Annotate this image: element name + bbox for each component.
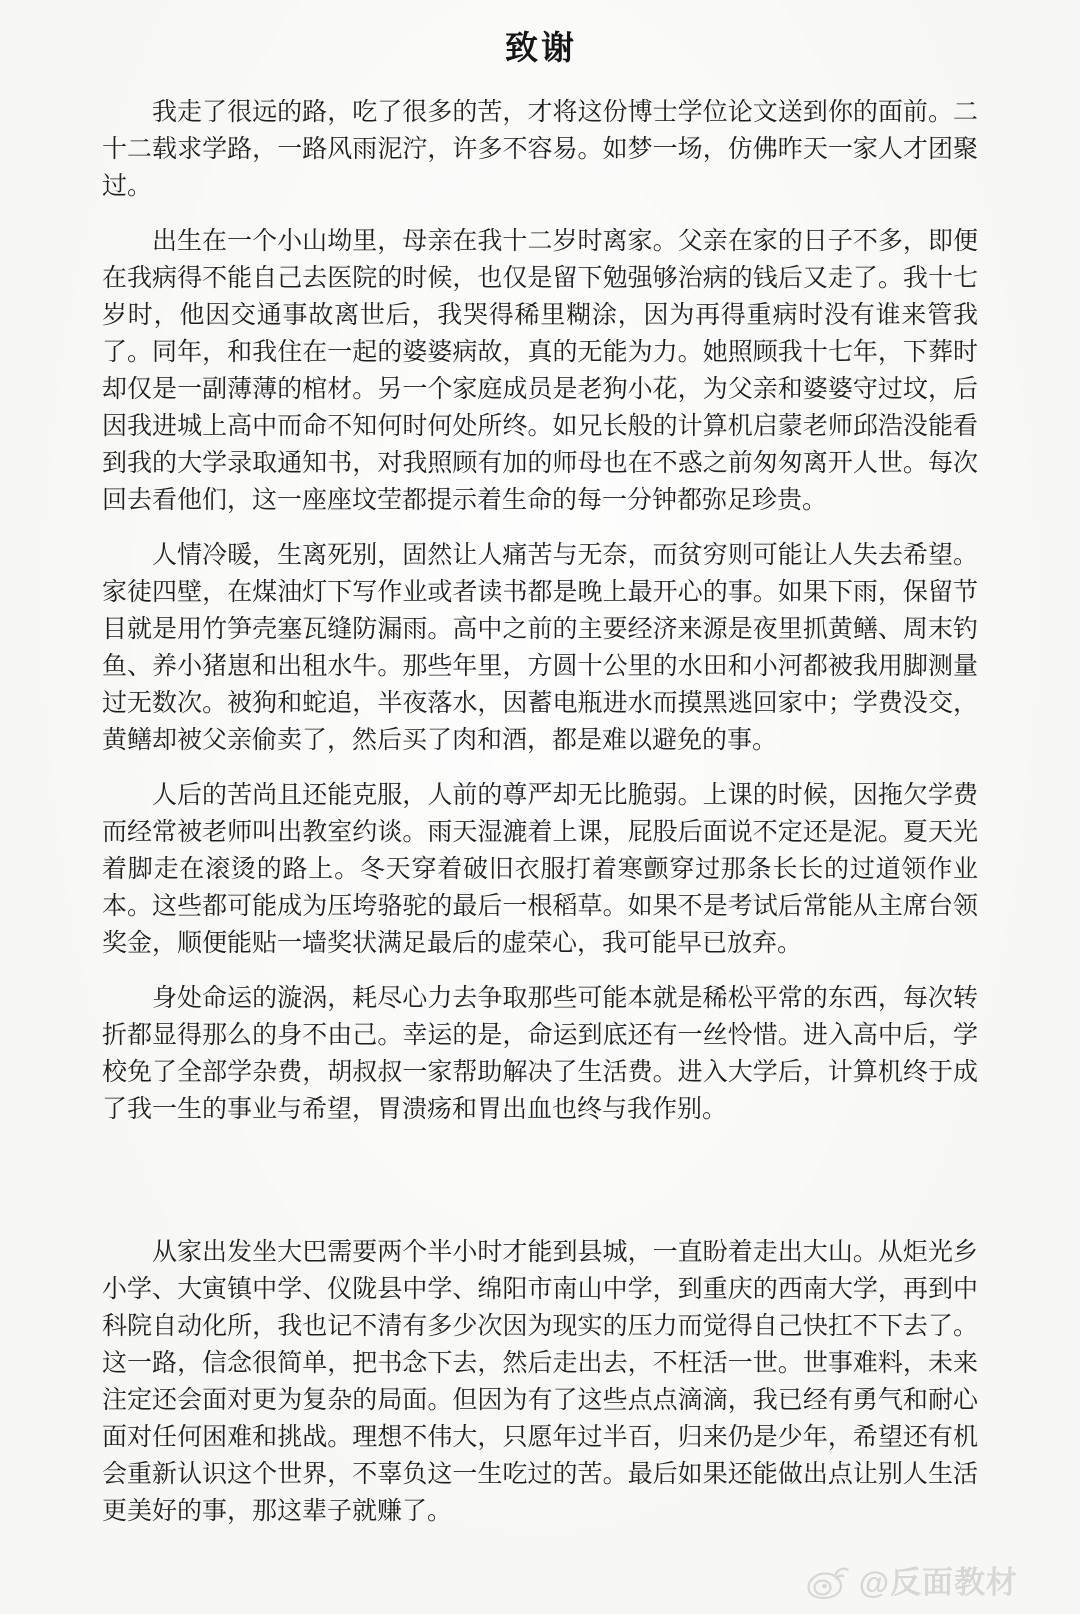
page-title: 致谢 — [505, 29, 577, 66]
paragraph-2: 出生在一个小山坳里，母亲在我十二岁时离家。父亲在家的日子不多，即便在我病得不能自己去医院的时候，也仅是留下勉强够治病的钱后又走了。我十七岁时，他因交通事故离世后，我哭得稀里糊涂，因为再得重病时没有谁来管我了。同年，和我住在一起的婆婆病故，真的无能为力。她照顾我十七年，下葬时却仅是一副薄薄的棺材。另一个家庭成员是老狗小花，为父亲和婆婆守过坟，后因我进城上高中而命不知何时何处所终。如兄长般的计算机启蒙老师邱浩没能看到我的大学录取通知书，对我照顾有加的师母也在不惑之前匆匆离开人世。每次回去看他们，这一座座坟茔都提示着生命的每一分钟都弥足珍贵。 — [102, 227, 978, 514]
paragraph-1: 我走了很远的路，吃了很多的苦，才将这份博士学位论文送到你的面前。二十二载求学路，一路风雨泥泞，许多不容易。如梦一场，仿佛昨天一家人才团聚过。 — [102, 98, 978, 200]
weibo-icon — [805, 1564, 851, 1602]
paragraph-3: 人情冷暖，生离死别，固然让人痛苦与无奈，而贫穷则可能让人失去希望。家徒四壁，在煤油灯下写作业或者读书都是晚上最开心的事。如果下雨，保留节目就是用竹笋壳塞瓦缝防漏雨。高中之前的主要经济来源是夜里抓黄鳝、周末钓鱼、养小猪崽和出租水牛。那些年里，方圆十公里的水田和小河都被我用脚测量过无数次。被狗和蛇追，半夜落水，因蓄电瓶进水而摸黑逃回家中；学费没交，黄鳝却被父亲偷卖了，然后买了肉和酒，都是难以避免的事。 — [102, 541, 978, 754]
watermark — [805, 1564, 1018, 1602]
page-break-gap — [102, 1146, 980, 1234]
paragraph-5: 身处命运的漩涡，耗尽心力去争取那些可能本就是稀松平常的东西，每次转折都显得那么的身不由己。幸运的是，命运到底还有一丝怜惜。进入高中后，学校免了全部学杂费，胡叔叔一家帮助解决了生活费。进入大学后，计算机终于成了我一生的事业与希望，胃溃疡和胃出血也终与我作别。 — [102, 984, 978, 1123]
paragraph-6: 从家出发坐大巴需要两个半小时才能到县城，一直盼着走出大山。从炬光乡小学、大寅镇中学、仪陇县中学、绵阳市南山中学，到重庆的西南大学，再到中科院自动化所，我也记不清有多少次因为现实的压力而觉得自己快扛不下去了。这一路，信念很简单，把书念下去，然后走出去，不枉活一世。世事难料，未来注定还会面对更为复杂的局面。但因为有了这些点点滴滴，我已经有勇气和耐心面对任何困难和挑战。理想不伟大，只愿年过半百，归来仍是少年，希望还有机会重新认识这个世界，不辜负这一生吃过的苦。最后如果还能做出点让别人生活更美好的事，那这辈子就赚了。 — [102, 1238, 978, 1525]
paragraph-4: 人后的苦尚且还能克服，人前的尊严却无比脆弱。上课的时候，因拖欠学费而经常被老师叫出教室约谈。雨天湿漉着上课，屁股后面说不定还是泥。夏天光着脚走在滚烫的路上。冬天穿着破旧衣服打着寒颤穿过那条长长的过道领作业本。这些都可能成为压垮骆驼的最后一根稻草。如果不是考试后常能从主席台领奖金，顺便能贴一墙奖状满足最后的虚荣心，我可能早已放弃。 — [102, 781, 978, 957]
watermark-handle: @反面教材 — [858, 1565, 1018, 1600]
